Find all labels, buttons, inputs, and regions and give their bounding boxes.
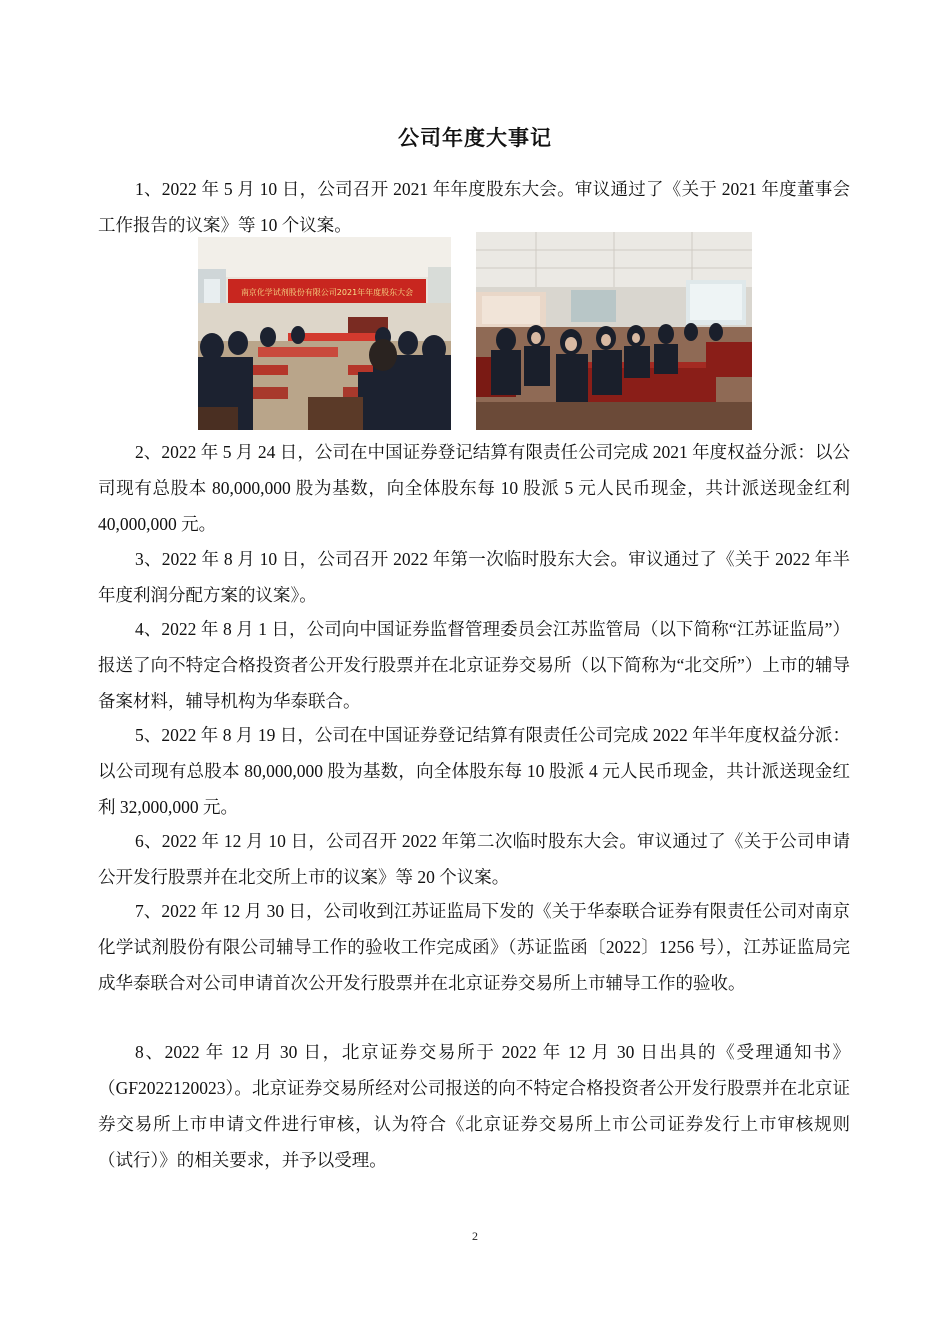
page-number: 2 bbox=[472, 1229, 478, 1243]
meeting-photo-right bbox=[476, 232, 752, 430]
event-paragraph-6: 6、2022 年 12 月 10 日，公司召开 2022 年第二次临时股东大会。审议通过了《关于公司申请公开发行股票并在北交所上市的议案》等 20 个议案。 bbox=[98, 831, 850, 887]
event-paragraph-3: 3、2022 年 8 月 10 日，公司召开 2022 年第一次临时股东大会。审议通过了《关于 2022 年半年度利润分配方案的议案》。 bbox=[98, 549, 850, 605]
banner-text: 南京化学试剂股份有限公司2021年年度股东大会 bbox=[240, 288, 414, 297]
meeting-photo-left bbox=[198, 237, 451, 430]
page-title: 公司年度大事记 bbox=[398, 126, 552, 150]
event-paragraph-7: 7、2022 年 12 月 30 日，公司收到江苏证监局下发的《关于华泰联合证券有限责任公司对南京化学试剂股份有限公司辅导工作的验收工作完成函》（苏证监函〔2022〕1256 号），江苏证监局完成华泰联合对公司申请首次公开发行股票并在北京证券交易所上市辅导工作的验收。 bbox=[98, 901, 850, 993]
event-paragraph-8: 8、2022 年 12 月 30 日，北京证券交易所于 2022 年 12 月 30 日出具的《受理通知书》（GF2022120023）。北京证券交易所经对公司报送的向不特定合格投资者公开发行股票并在北京证券交易所上市申请文件进行审核，认为符合《北京证券交易所上市公司证券发行上市审核规则（试行）》的相关要求，并予以受理。 bbox=[98, 1042, 850, 1170]
event-paragraph-5: 5、2022 年 8 月 19 日，公司在中国证券登记结算有限责任公司完成 2022 年半年度权益分派：以公司现有总股本 80,000,000 股为基数，向全体股东每 10 股派 4 元人民币现金，共计派送现金红利 32,000,000 元。 bbox=[98, 725, 850, 817]
event-paragraph-1: 1、2022 年 5 月 10 日，公司召开 2021 年年度股东大会。审议通过了《关于 2021 年度董事会工作报告的议案》等 10 个议案。 bbox=[98, 179, 850, 235]
event-paragraph-4: 4、2022 年 8 月 1 日，公司向中国证券监督管理委员会江苏监管局（以下简称“江苏证监局”）报送了向不特定合格投资者公开发行股票并在北京证券交易所（以下简称为“北交所”）上市的辅导备案材料，辅导机构为华泰联合。 bbox=[98, 619, 850, 711]
event-paragraph-2: 2、2022 年 5 月 24 日，公司在中国证券登记结算有限责任公司完成 2021 年度权益分派：以公司现有总股本 80,000,000 股为基数，向全体股东每 10 股派 5 元人民币现金，共计派送现金红利 40,000,000 元。 bbox=[98, 442, 850, 534]
